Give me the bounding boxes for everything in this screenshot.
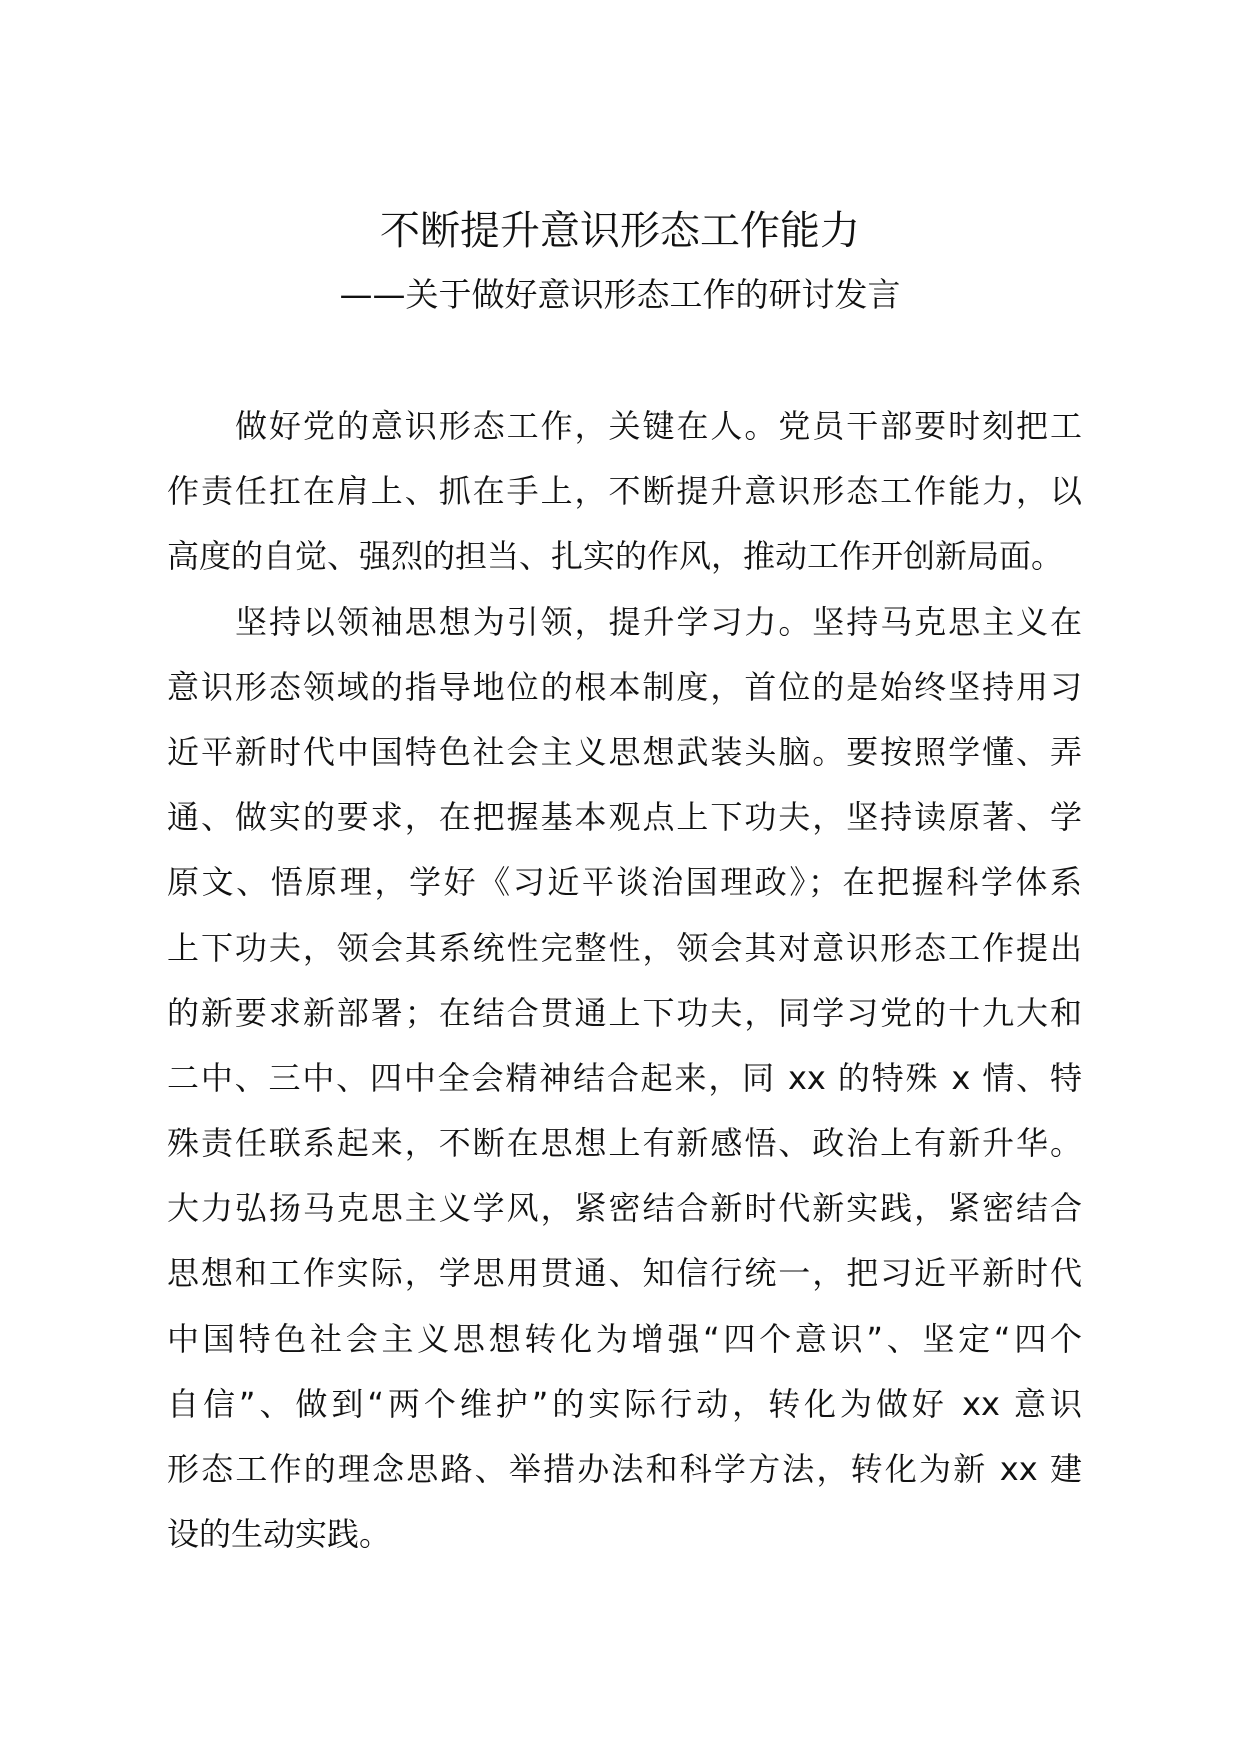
paragraph-line: 中国特色社会主义思想转化为增强“四个意识”、坚定“四个 xyxy=(167,1319,1082,1358)
document-body xyxy=(167,394,1082,1567)
paragraph-line: 上下功夫，领会其系统性完整性，领会其对意识形态工作提出 xyxy=(167,928,1082,967)
document-subtitle: ——关于做好意识形态工作的研讨发言 xyxy=(339,275,901,314)
paragraph-line: 意识形态领域的指导地位的根本制度，首位的是始终坚持用习 xyxy=(167,667,1082,706)
paragraph-line: 高度的自觉、强烈的担当、扎实的作风，推动工作开创新局面。 xyxy=(167,537,1064,576)
paragraph-line: 二中、三中、四中全会精神结合起来，同 xx 的特殊 x 情、特 xyxy=(167,1058,1082,1097)
paragraph-line: 设的生动实践。 xyxy=(167,1515,392,1554)
paragraph-line: 原文、悟原理，学好《习近平谈治国理政》；在把握科学体系 xyxy=(167,863,1082,902)
paragraph-line: 形态工作的理念思路、举措办法和科学方法，转化为新 xx 建 xyxy=(167,1450,1082,1488)
paragraph-line: 近平新时代中国特色社会主义思想武装头脑。要按照学懂、弄 xyxy=(167,732,1082,771)
paragraph-line: 作责任扛在肩上、抓在手上，不断提升意识形态工作能力，以 xyxy=(167,472,1082,511)
paragraph-line: 的新要求新部署；在结合贯通上下功夫，同学习党的十九大和 xyxy=(167,993,1082,1032)
paragraph-line: 坚持以领袖思想为引领，提升学习力。坚持马克思主义在 xyxy=(235,602,1082,641)
paragraph-line: 思想和工作实际，学思用贯通、知信行统一，把习近平新时代 xyxy=(167,1254,1082,1293)
paragraph-line: 大力弘扬马克思主义学风，紧密结合新时代新实践，紧密结合 xyxy=(167,1189,1082,1228)
paragraph-line: 通、做实的要求，在把握基本观点上下功夫，坚持读原著、学 xyxy=(167,798,1082,837)
paragraph-line: 自信”、做到“两个维护”的实际行动，转化为做好 xx 意识 xyxy=(167,1384,1082,1423)
paragraph-line: 做好党的意识形态工作，关键在人。党员干部要时刻把工 xyxy=(235,407,1082,445)
document-title: 不断提升意识形态工作能力 xyxy=(380,208,860,254)
paragraph-line: 殊责任联系起来，不断在思想上有新感悟、政治上有新升华。 xyxy=(167,1124,1082,1163)
